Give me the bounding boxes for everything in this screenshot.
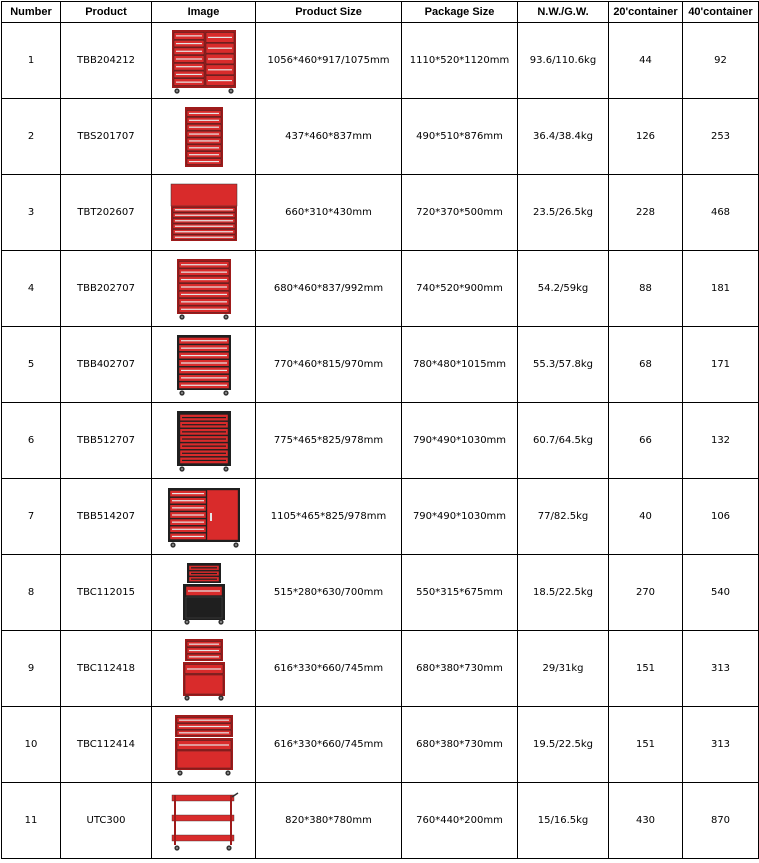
cell-image — [152, 327, 256, 403]
cell-product-size: 820*380*780mm — [256, 783, 402, 859]
cell-product: TBC112015 — [61, 555, 152, 631]
cell-number: 7 — [2, 479, 61, 555]
black-roller-cabinet-wide-icon — [166, 485, 242, 549]
table-row — [2, 707, 759, 783]
table-row — [2, 99, 759, 175]
red-roller-cabinet-wide-icon — [168, 27, 240, 95]
cell-weight: 60.7/64.5kg — [518, 403, 609, 479]
cell-package-size: 680*380*730mm — [402, 707, 518, 783]
cell-number: 6 — [2, 403, 61, 479]
cell-product-size: 775*465*825/978mm — [256, 403, 402, 479]
cell-package-size: 790*490*1030mm — [402, 403, 518, 479]
header-row — [2, 2, 759, 23]
cell-40-container: 132 — [683, 403, 759, 479]
cell-40-container: 313 — [683, 631, 759, 707]
cell-image — [152, 555, 256, 631]
cell-weight: 29/31kg — [518, 631, 609, 707]
cell-product: TBC112414 — [61, 707, 152, 783]
cell-weight: 77/82.5kg — [518, 479, 609, 555]
black-chest-combo-icon — [179, 560, 229, 626]
header-product: Product — [61, 2, 152, 23]
table-row — [2, 783, 759, 859]
cell-20-container: 126 — [609, 99, 683, 175]
table-row — [2, 555, 759, 631]
cell-package-size: 720*370*500mm — [402, 175, 518, 251]
cell-20-container: 66 — [609, 403, 683, 479]
cell-number: 9 — [2, 631, 61, 707]
cell-number: 3 — [2, 175, 61, 251]
cell-product: TBT202607 — [61, 175, 152, 251]
cell-number: 11 — [2, 783, 61, 859]
cell-package-size: 680*380*730mm — [402, 631, 518, 707]
cell-40-container: 92 — [683, 23, 759, 99]
table-row — [2, 403, 759, 479]
header-40-container: 40'container — [683, 2, 759, 23]
cell-weight: 18.5/22.5kg — [518, 555, 609, 631]
cell-weight: 19.5/22.5kg — [518, 707, 609, 783]
cell-product: TBB402707 — [61, 327, 152, 403]
cell-40-container: 870 — [683, 783, 759, 859]
cell-package-size: 790*490*1030mm — [402, 479, 518, 555]
table-row — [2, 175, 759, 251]
cell-number: 10 — [2, 707, 61, 783]
cell-image — [152, 707, 256, 783]
cell-image — [152, 631, 256, 707]
cell-product: TBB202707 — [61, 251, 152, 327]
table-row — [2, 327, 759, 403]
black-red-roller-cabinet-icon — [174, 408, 234, 474]
cell-40-container: 106 — [683, 479, 759, 555]
cell-number: 1 — [2, 23, 61, 99]
cell-number: 8 — [2, 555, 61, 631]
cell-number: 4 — [2, 251, 61, 327]
cell-product: UTC300 — [61, 783, 152, 859]
black-roller-cabinet-icon — [174, 332, 234, 398]
cell-20-container: 44 — [609, 23, 683, 99]
cell-20-container: 40 — [609, 479, 683, 555]
cell-image — [152, 23, 256, 99]
header-20-container: 20'container — [609, 2, 683, 23]
cell-40-container: 171 — [683, 327, 759, 403]
header-product-size: Product Size — [256, 2, 402, 23]
cell-image — [152, 783, 256, 859]
red-chest-combo-icon — [179, 636, 229, 702]
cell-product-size: 660*310*430mm — [256, 175, 402, 251]
cell-product-size: 437*460*837mm — [256, 99, 402, 175]
cell-20-container: 228 — [609, 175, 683, 251]
cell-weight: 55.3/57.8kg — [518, 327, 609, 403]
cell-package-size: 490*510*876mm — [402, 99, 518, 175]
red-top-chest-icon — [169, 181, 239, 245]
cell-20-container: 430 — [609, 783, 683, 859]
cell-40-container: 540 — [683, 555, 759, 631]
cell-image — [152, 175, 256, 251]
cell-40-container: 181 — [683, 251, 759, 327]
cell-product-size: 1105*465*825/978mm — [256, 479, 402, 555]
cell-package-size: 550*315*675mm — [402, 555, 518, 631]
cell-package-size: 780*480*1015mm — [402, 327, 518, 403]
cell-20-container: 68 — [609, 327, 683, 403]
cell-20-container: 88 — [609, 251, 683, 327]
cell-20-container: 270 — [609, 555, 683, 631]
cell-weight: 36.4/38.4kg — [518, 99, 609, 175]
cell-product-size: 616*330*660/745mm — [256, 707, 402, 783]
table-row — [2, 479, 759, 555]
cell-40-container: 313 — [683, 707, 759, 783]
cell-20-container: 151 — [609, 707, 683, 783]
red-roller-cabinet-icon — [174, 256, 234, 322]
cell-image — [152, 403, 256, 479]
cell-40-container: 253 — [683, 99, 759, 175]
cell-image — [152, 251, 256, 327]
cell-image — [152, 479, 256, 555]
red-side-cabinet-icon — [182, 104, 226, 170]
cell-product-size: 680*460*837/992mm — [256, 251, 402, 327]
cell-product-size: 616*330*660/745mm — [256, 631, 402, 707]
cell-number: 2 — [2, 99, 61, 175]
cell-weight: 15/16.5kg — [518, 783, 609, 859]
cell-number: 5 — [2, 327, 61, 403]
header-weight: N.W./G.W. — [518, 2, 609, 23]
cell-product: TBB204212 — [61, 23, 152, 99]
cell-weight: 23.5/26.5kg — [518, 175, 609, 251]
cell-product-size: 515*280*630/700mm — [256, 555, 402, 631]
header-package-size: Package Size — [402, 2, 518, 23]
cell-product: TBB512707 — [61, 403, 152, 479]
cell-weight: 54.2/59kg — [518, 251, 609, 327]
cell-product: TBS201707 — [61, 99, 152, 175]
cell-40-container: 468 — [683, 175, 759, 251]
cell-image — [152, 99, 256, 175]
table-row — [2, 631, 759, 707]
cell-product-size: 770*460*815/970mm — [256, 327, 402, 403]
cell-package-size: 760*440*200mm — [402, 783, 518, 859]
header-image: Image — [152, 2, 256, 23]
red-chest-combo-wide-icon — [171, 712, 237, 778]
product-spec-table — [1, 1, 759, 859]
cell-weight: 93.6/110.6kg — [518, 23, 609, 99]
cell-package-size: 1110*520*1120mm — [402, 23, 518, 99]
header-number: Number — [2, 2, 61, 23]
cell-product: TBB514207 — [61, 479, 152, 555]
table-row — [2, 251, 759, 327]
red-service-cart-icon — [168, 789, 240, 853]
cell-package-size: 740*520*900mm — [402, 251, 518, 327]
cell-product-size: 1056*460*917/1075mm — [256, 23, 402, 99]
table-row — [2, 23, 759, 99]
cell-product: TBC112418 — [61, 631, 152, 707]
cell-20-container: 151 — [609, 631, 683, 707]
